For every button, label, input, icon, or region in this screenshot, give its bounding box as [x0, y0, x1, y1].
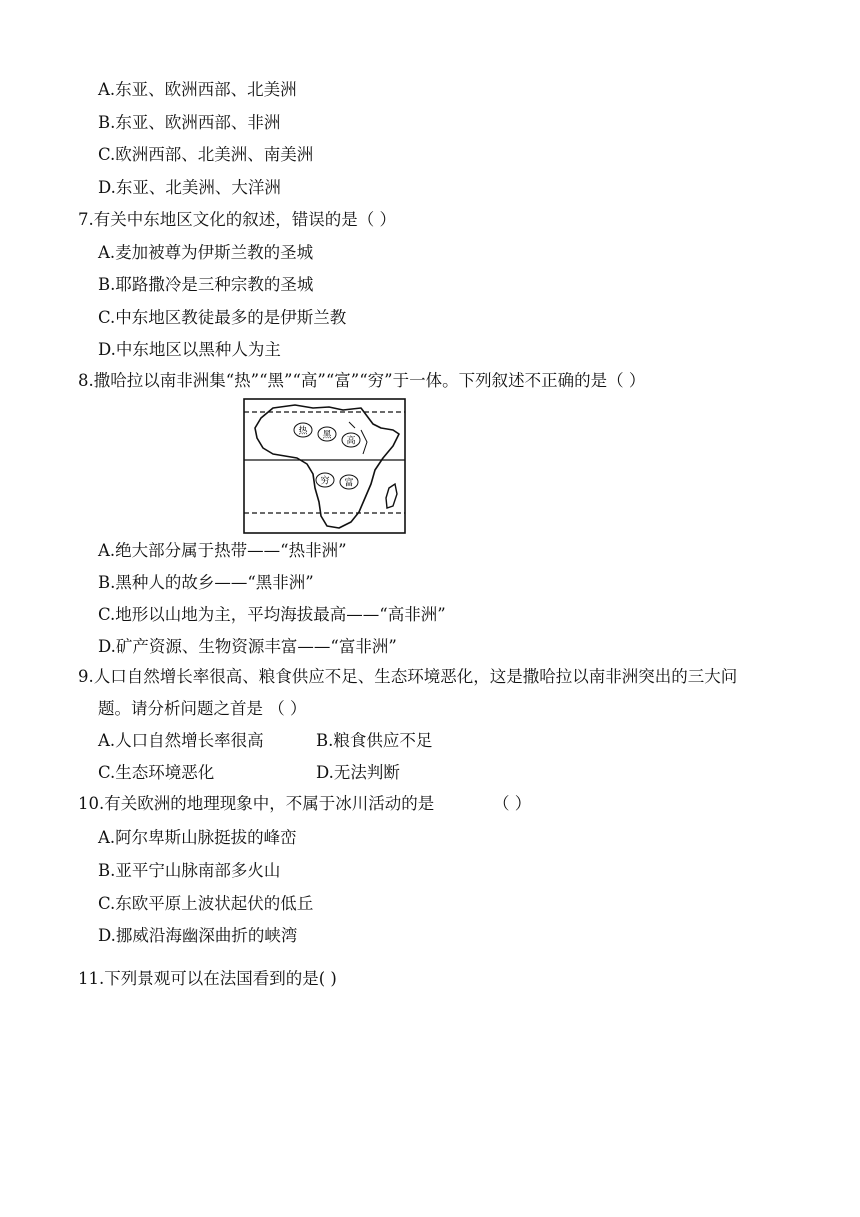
q9-option-c: C.生态环境恶化 — [98, 763, 215, 782]
q9-option-d: D.无法判断 — [316, 763, 400, 782]
q11-stem: 11.下列景观可以在法国看到的是( ) — [78, 969, 337, 988]
q6-option-b: B.东亚、欧洲西部、非洲 — [98, 113, 281, 132]
q7-option-a: A.麦加被尊为伊斯兰教的圣城 — [98, 243, 314, 262]
q7-option-b: B.耶路撒冷是三种宗教的圣城 — [98, 275, 314, 294]
q9-stem-line1: 9.人口自然增长率很高、粮食供应不足、生态环境恶化，这是撒哈拉以南非洲突出的三大问 — [78, 667, 738, 686]
q8-option-c: C.地形以山地为主，平均海拔最高——“高非洲” — [98, 605, 446, 624]
q6-option-a: A.东亚、欧洲西部、北美洲 — [98, 80, 297, 99]
africa-map-figure — [243, 398, 406, 534]
q8-option-b: B.黑种人的故乡——“黑非洲” — [98, 573, 314, 592]
map-label-rich: 富 — [344, 478, 354, 489]
q8-option-d: D.矿产资源、生物资源丰富——“富非洲” — [98, 637, 397, 656]
map-label-high: 高 — [346, 436, 356, 447]
map-label-black: 黑 — [322, 430, 332, 441]
q10-option-a: A.阿尔卑斯山脉挺拔的峰峦 — [98, 828, 297, 847]
q10-option-c: C.东欧平原上波状起伏的低丘 — [98, 894, 314, 913]
q8-option-a: A.绝大部分属于热带——“热非洲” — [98, 541, 347, 560]
map-label-hot: 热 — [298, 426, 308, 437]
q10-stem: 10.有关欧洲的地理现象中，不属于冰川活动的是 — [78, 794, 435, 813]
q7-option-d: D.中东地区以黑种人为主 — [98, 340, 281, 359]
q9-option-a: A.人口自然增长率很高 — [98, 731, 264, 750]
q8-stem: 8.撒哈拉以南非洲集“热”“黑”“高”“富”“穷”于一体。下列叙述不正确的是（ ） — [78, 371, 646, 390]
q6-option-c: C.欧洲西部、北美洲、南美洲 — [98, 145, 314, 164]
q9-stem-line2: 题。请分析问题之首是 （ ） — [98, 699, 307, 718]
q6-option-d: D.东亚、北美洲、大洋洲 — [98, 178, 281, 197]
q10-option-d: D.挪威沿海幽深曲折的峡湾 — [98, 926, 298, 945]
q7-stem: 7.有关中东地区文化的叙述，错误的是（ ） — [78, 210, 396, 229]
q7-option-c: C.中东地区教徒最多的是伊斯兰教 — [98, 308, 347, 327]
q10-answer-bracket: （ ） — [493, 794, 532, 813]
q9-option-b: B.粮食供应不足 — [316, 731, 433, 750]
q10-option-b: B.亚平宁山脉南部多火山 — [98, 861, 281, 880]
map-label-poor: 穷 — [320, 476, 330, 487]
